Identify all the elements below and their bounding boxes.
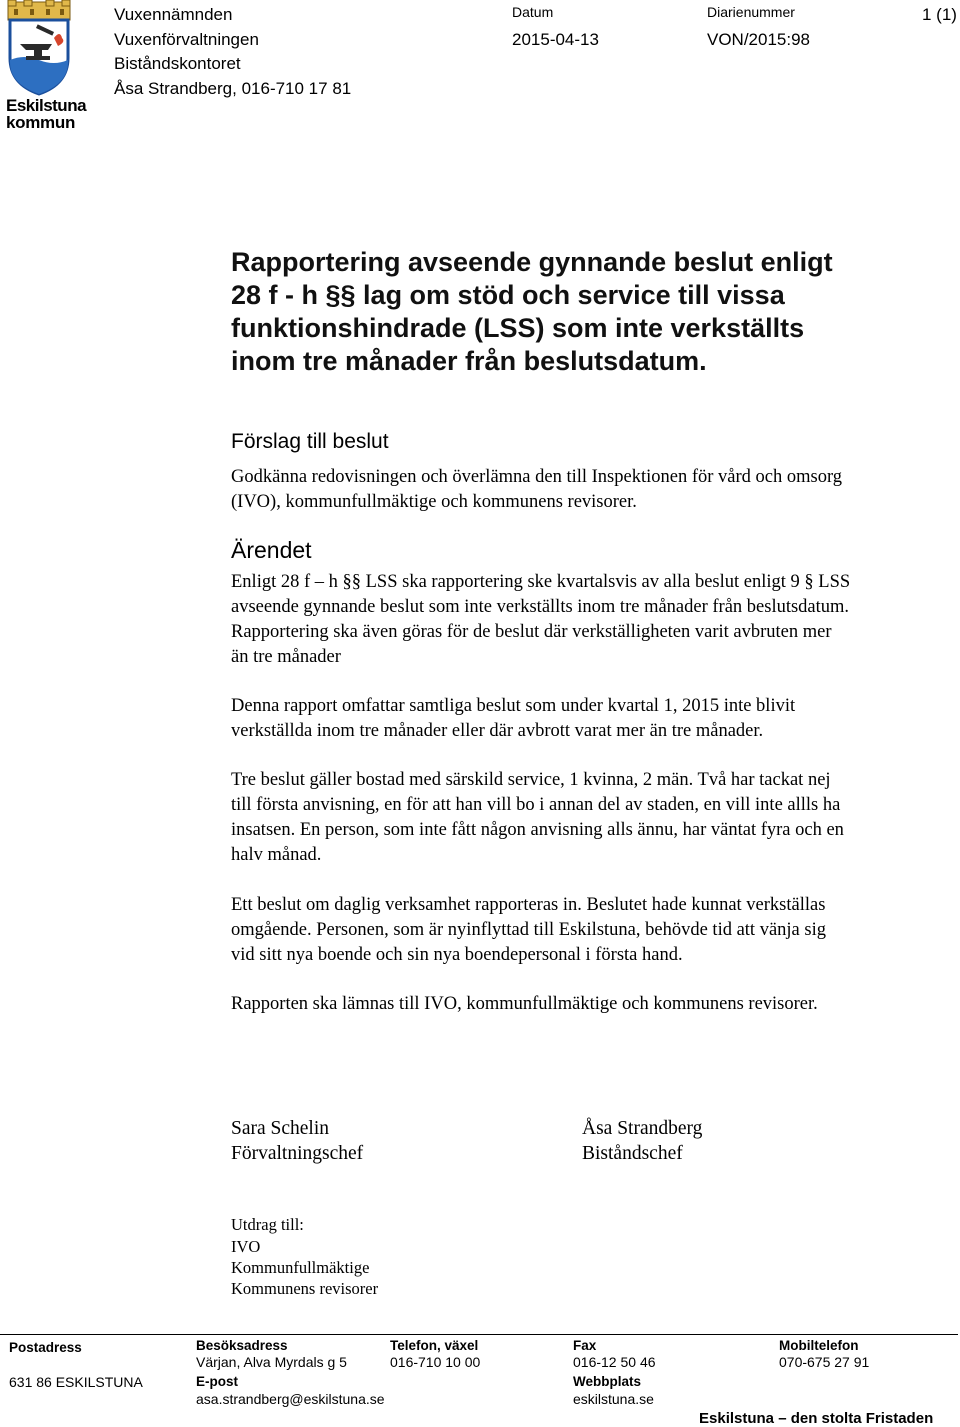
signature-2-name: Åsa Strandberg: [582, 1118, 703, 1139]
proposal-text: [231, 465, 956, 515]
text-line: till första anvisning, en för att han vill bo i annan del av staden, en vill inte allls ha: [231, 795, 841, 815]
footer-mobile-value: 070-675 27 91: [779, 1354, 870, 1370]
text-line: verkställda inom tre månader eller där avbrott varat mer än tre månader.: [231, 721, 764, 741]
org-line-1: Vuxennämnden: [114, 5, 233, 24]
text-line: Rapportering ska även göras för de beslut där verkställigheten varit avbruten mer: [231, 622, 832, 642]
org-line-3: Biståndskontoret: [114, 54, 241, 73]
title-line: inom tre månader från beslutsdatum.: [231, 346, 707, 376]
signature-2-title: Biståndschef: [582, 1143, 683, 1164]
matter-paragraph-1: [231, 570, 956, 670]
org-line-4: Åsa Strandberg, 016-710 17 81: [114, 79, 352, 98]
footer-visit-value: Värjan, Alva Myrdals g 5: [196, 1354, 347, 1370]
footer-divider: [0, 1334, 958, 1335]
footer-phone-label: Telefon, växel: [390, 1338, 479, 1353]
text-line: Denna rapport omfattar samtliga beslut som under kvartal 1, 2015 inte blivit: [231, 696, 796, 716]
footer-phone-value: 016-710 10 00: [390, 1354, 481, 1370]
text-line: (IVO), kommunfullmäktige och kommunens revisorer.: [231, 492, 637, 512]
text-line: än tre månader: [231, 647, 341, 667]
footer-fax-value: 016-12 50 46: [573, 1354, 656, 1370]
proposal-heading: Förslag till beslut: [231, 430, 389, 453]
text-line: insatsen. En person, som inte fått någon anvisning alls ännu, har väntat fyra och en: [231, 820, 844, 840]
footer-visit-label: Besöksadress: [196, 1338, 288, 1353]
distribution-label: Utdrag till:: [231, 1215, 304, 1234]
distribution-recipient: Kommunfullmäktige: [231, 1258, 370, 1277]
text-line: avseende gynnande beslut som inte verkställts inom tre månader från beslutsdatum.: [231, 597, 850, 617]
distribution-recipient: IVO: [231, 1237, 261, 1256]
signature-1-title: Förvaltningschef: [231, 1143, 364, 1164]
registration-value: VON/2015:98: [707, 30, 811, 49]
matter-paragraph-5: [231, 992, 956, 1017]
matter-heading: Ärendet: [231, 537, 312, 563]
footer-mobile-label: Mobiltelefon: [779, 1338, 859, 1353]
logo-text-line1: Eskilstuna: [6, 96, 87, 115]
footer-web-label: Webbplats: [573, 1374, 642, 1389]
footer-fax-label: Fax: [573, 1338, 597, 1353]
footer-web-value[interactable]: eskilstuna.se: [573, 1391, 654, 1407]
title-line: Rapportering avseende gynnande beslut enligt: [231, 247, 833, 277]
footer-postal-value: 631 86 ESKILSTUNA: [9, 1374, 143, 1390]
registration-label: Diarienummer: [707, 4, 795, 20]
matter-paragraph-4: [231, 893, 956, 968]
footer-email-value[interactable]: asa.strandberg@eskilstuna.se: [196, 1391, 385, 1407]
logo-text-line2: kommun: [6, 113, 76, 132]
matter-paragraph-2: [231, 694, 956, 744]
page-number: 1 (1): [922, 5, 957, 24]
text-line: Tre beslut gäller bostad med särskild service, 1 kvinna, 2 män. Två har tackat nej: [231, 770, 831, 790]
footer-email-label: E-post: [196, 1374, 238, 1389]
date-value: 2015-04-13: [512, 30, 599, 49]
text-line: vid sitt nya boende och sin nya boendepersonal i första hand.: [231, 945, 683, 965]
footer-postal-label: Postadress: [9, 1340, 82, 1355]
signature-1-name: Sara Schelin: [231, 1118, 330, 1139]
title-line: 28 f - h §§ lag om stöd och service till vissa: [231, 280, 785, 310]
text-line: omgående. Personen, som är nyinflyttad till Eskilstuna, behövde tid att vänja sig: [231, 920, 826, 940]
matter-paragraph-3: [231, 768, 956, 868]
text-line: Enligt 28 f – h §§ LSS ska rapportering ske kvartalsvis av alla beslut enligt 9 § LSS: [231, 572, 851, 592]
text-line: Ett beslut om daglig verksamhet rapporteras in. Beslutet hade kunnat verkställas: [231, 895, 826, 915]
text-line: Godkänna redovisningen och överlämna den till Inspektionen för vård och omsorg: [231, 467, 843, 487]
coat-of-arms-icon: [2, 0, 76, 96]
footer-slogan: Eskilstuna – den stolta Fristaden: [699, 1410, 934, 1427]
title-line: funktionshindrade (LSS) som inte verkställts: [231, 313, 805, 343]
text-line: halv månad.: [231, 845, 322, 865]
date-label: Datum: [512, 4, 554, 20]
text-line: Rapporten ska lämnas till IVO, kommunfullmäktige och kommunens revisorer.: [231, 994, 818, 1014]
org-line-2: Vuxenförvaltningen: [114, 30, 259, 49]
document-title: [231, 246, 931, 378]
eskilstuna-logo: [2, 0, 87, 132]
distribution-recipient: Kommunens revisorer: [231, 1279, 379, 1298]
